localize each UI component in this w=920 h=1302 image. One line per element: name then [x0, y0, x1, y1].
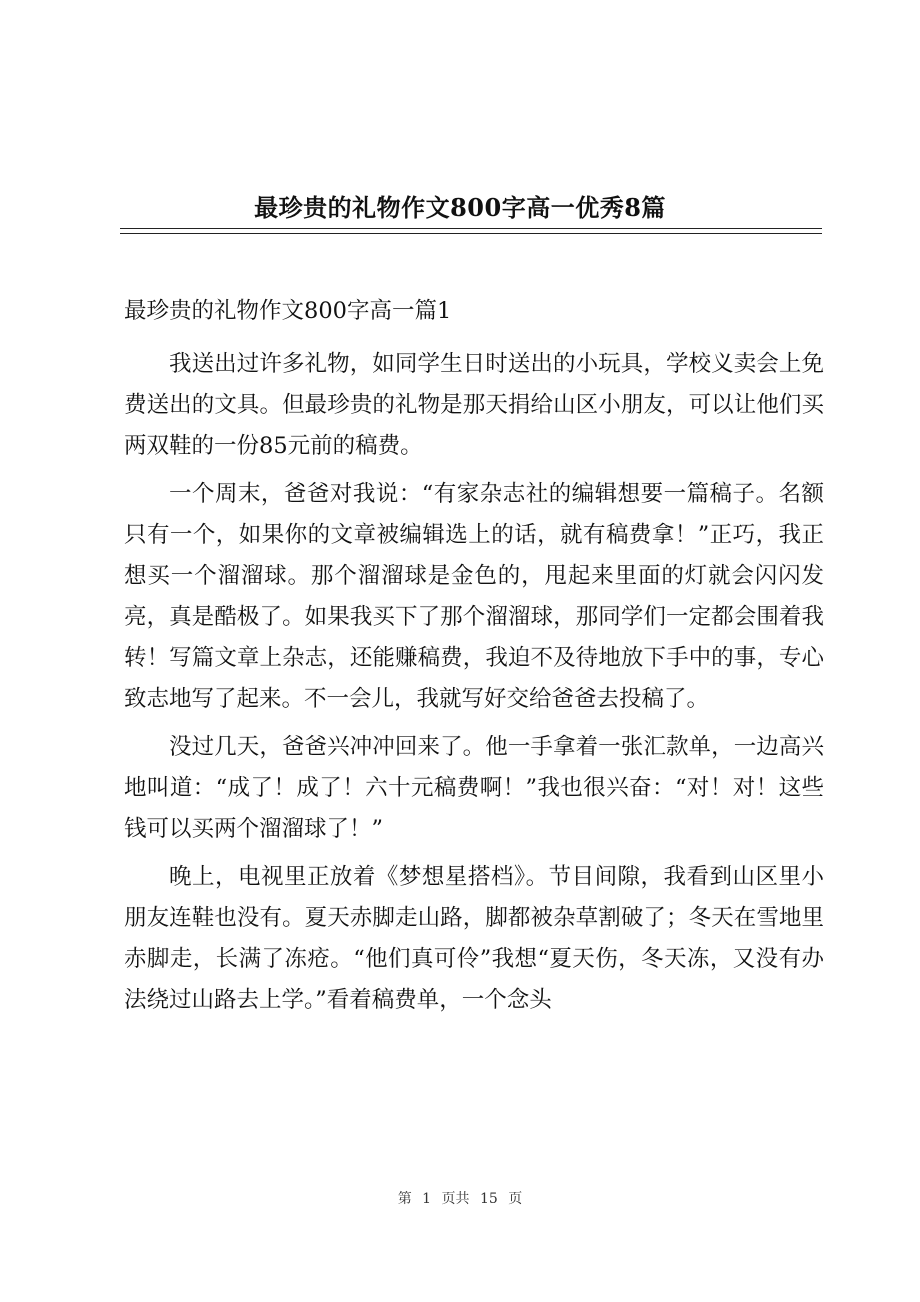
document-body	[124, 291, 824, 1028]
document-title: 最珍贵的礼物作文800字高一优秀8篇	[254, 193, 666, 222]
paragraph-1: 我送出过许多礼物，如同学生日时送出的小玩具，学校义卖会上免费送出的文具。但最珍贵的礼物是那天捐给山区小朋友，可以让他们买两双鞋的一份85元前的稿费。	[124, 351, 824, 459]
title-divider-top	[120, 228, 822, 229]
page-number: 第 1 页共 15 页	[397, 1191, 523, 1207]
paragraph-4: 晚上，电视里正放着《梦想星搭档》。节目间隙，我看到山区里小朋友连鞋也没有。夏天赤脚走山路，脚都被杂草割破了；冬天在雪地里赤脚走，长满了冻疮。“他们真可伶”我想“夏天伤，冬天冻，又没有办法绕过山路去上学。”看着稿费单，一个念头	[124, 864, 824, 1013]
title-divider-bottom	[120, 233, 822, 234]
paragraph-3: 没过几天，爸爸兴冲冲回来了。他一手拿着一张汇款单，一边高兴地叫道：“成了！成了！六十元稿费啊！”我也很兴奋：“对！对！这些钱可以买两个溜溜球了！”	[124, 734, 824, 842]
paragraph-2: 一个周末，爸爸对我说：“有家杂志社的编辑想要一篇稿子。名额只有一个，如果你的文章被编辑选上的话，就有稿费拿！”正巧，我正想买一个溜溜球。那个溜溜球是金色的，甩起来里面的灯就会闪闪发亮，真是酷极了。如果我买下了那个溜溜球，那同学们一定都会围着我转！写篇文章上杂志，还能赚稿费，我迫不及待地放下手中的事，专心致志地写了起来。不一会儿，我就写好交给爸爸去投稿了。	[124, 481, 824, 712]
section-heading: 最珍贵的礼物作文800字高一篇1	[124, 298, 452, 324]
